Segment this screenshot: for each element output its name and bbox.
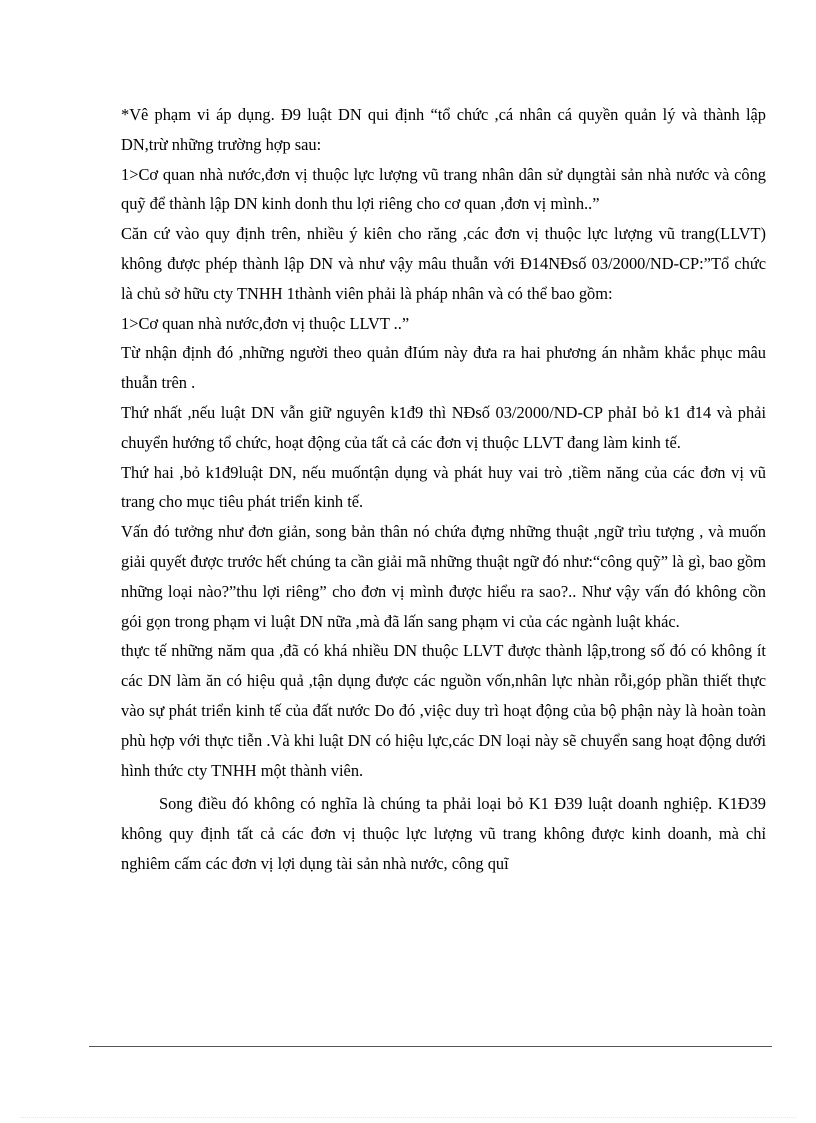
page-bottom-edge [20,1117,796,1118]
paragraph-practice: thực tế những năm qua ,đã có khá nhiều DN thuộc LLVT được thành lập,trong số đó có không ít các DN làm ăn có hiệu quả ,tận dụng được các nguồn vốn,nhân lực nhàn rỗi,góp phần thiết thực vào sự phát triển kinh tế của đất nước Do đó ,việc duy trì hoạt động của bộ phận này là hoàn toàn phù hợp với thực tiễn .Và khi luật DN có hiệu lực,các DN loại này sẽ chuyển sang hoạt động dưới hình thức cty TNHH một thành viên. [121,641,766,780]
paragraph-clause-1: 1>Cơ quan nhà nước,đơn vị thuộc lực lượng vũ trang nhân dân sử dụngtài sản nhà nước và công quỹ để thành lập DN kinh donh thu lợi riêng cho cơ quan ,đơn vị mình..” [121,164,766,214]
paragraph-clause-1-llvt: 1>Cơ quan nhà nước,đơn vị thuộc LLVT ..” [121,313,410,333]
paragraph-opinion: Căn cứ vào quy định trên, nhiều ý kiên cho răng ,các đơn vị thuộc lực lượng vũ trang(LLVT) không được phép thành lập DN và như vậy mâu thuẫn với Đ14NĐsố 03/2000/ND-CP:”Tổ chức là chủ sở hữu cty TNHH 1thành viên phải là pháp nhân và có thể bao gồm: [121,224,766,303]
paragraph-terminology: Vấn đó tưởng như đơn giản, song bản thân nó chứa đựng những thuật ,ngữ trìu tượng , và muốn giải quyết được trước hết chúng ta cần giải mã những thuật ngữ đó như:“công quỹ” là gì, bao gồm những loại nào?”thu lợi riêng” cho đơn vị mình được hiểu ra sao?.. Như vậy vấn đó không cồn gói gọn trong phạm vi luật DN nữa ,mà đã lấn sang phạm vi của các ngành luật khác. [121,522,766,631]
paragraph-conclusion: Song điều đó không có nghĩa là chúng ta phải loại bỏ K1 Đ39 luật doanh nghiệp. K1Đ39 không quy định tất cả các đơn vị thuộc lực lượng vũ trang không được kinh doanh, mà chỉ nghiêm cấm các đơn vị lợi dụng tài sản nhà nước, công quĩ [121,794,766,873]
body-text [121,100,766,879]
paragraph-two-options: Từ nhận định đó ,những người theo quản đIúm này đưa ra hai phương án nhằm khắc phục mâu thuẫn trên . [121,343,766,393]
paragraph-scope: *Vê phạm vi áp dụng. Đ9 luật DN qui định “tổ chức ,cá nhân cá quyền quản lý và thành lập DN,trừ những trường hợp sau: [121,105,766,154]
paragraph-option-two: Thứ hai ,bỏ k1đ9luật DN, nếu muốntận dụng và phát huy vai trò ,tiềm năng của các đơn vị vũ trang cho mục tiêu phát triển kinh tế. [121,462,766,512]
footer-divider [89,1046,772,1047]
paragraph-option-one: Thứ nhất ,nếu luật DN vẫn giữ nguyên k1đ9 thì NĐsố 03/2000/ND-CP phảI bỏ k1 đ14 và phải chuyển hướng tổ chức, hoạt động của tất cả các đơn vị thuộc LLVT đang làm kinh tế. [121,402,766,452]
